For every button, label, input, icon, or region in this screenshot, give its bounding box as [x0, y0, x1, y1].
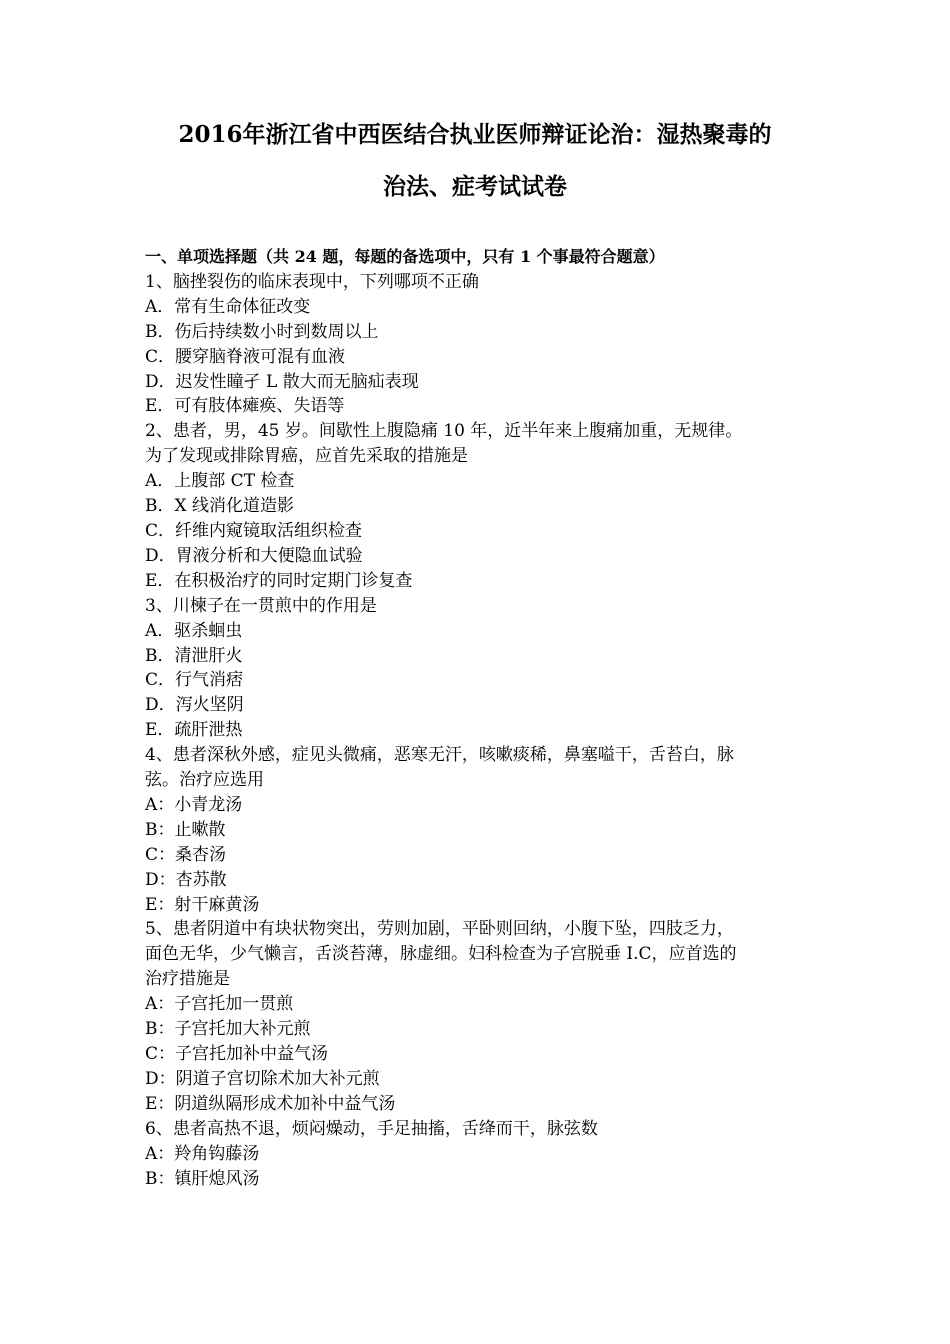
question-4-option-d: D：杏苏散: [145, 869, 227, 890]
question-1-option-e: E．可有肢体瘫痪、失语等: [145, 396, 345, 417]
question-2-continued: 为了发现或排除胃癌，应首先采取的措施是: [145, 446, 468, 467]
question-6: 6、患者高热不退，烦闷燥动，手足抽搐，舌绛而干，脉弦数: [145, 1118, 598, 1139]
question-2-option-c: C．纤维内窥镜取活组织检查: [145, 520, 363, 541]
question-5-continued-2: 治疗措施是: [145, 969, 230, 990]
question-3-option-c: C．行气消痞: [145, 670, 244, 691]
question-4-option-c: C：桑杏汤: [145, 844, 227, 865]
question-4: 4、患者深秋外感，症见头微痛，恶寒无汗，咳嗽痰稀，鼻塞嗌干，舌苔白，脉: [145, 745, 734, 766]
question-1-option-c: C．腰穿脑脊液可混有血液: [145, 346, 346, 367]
question-2-option-e: E．在积极治疗的同时定期门诊复查: [145, 570, 413, 591]
question-1-option-d: D．迟发性瞳孑 L 散大而无脑疝表现: [145, 371, 419, 392]
question-3-option-a: A．驱杀蛔虫: [145, 620, 243, 641]
question-6-option-b: B：镇肝熄风汤: [145, 1168, 260, 1189]
document-title-line-1: 2016年浙江省中西医结合执业医师辩证论治：湿热聚毒的: [178, 121, 772, 148]
question-4-option-e: E：射干麻黄汤: [145, 894, 260, 915]
question-2-option-a: A．上腹部 CT 检查: [145, 471, 295, 492]
question-4-option-a: A：小青龙汤: [145, 794, 243, 815]
question-6-option-a: A：羚角钩藤汤: [145, 1143, 260, 1164]
question-3-option-b: B．清泄肝火: [145, 645, 243, 666]
question-5: 5、患者阴道中有块状物突出，劳则加剧，平卧则回纳，小腹下坠，四肢乏力，: [145, 919, 734, 940]
question-2: 2、患者，男，45 岁。间歇性上腹隐痛 10 年，近半年来上腹痛加重，无规律。: [145, 421, 743, 442]
question-5-continued-1: 面色无华，少气懒言，舌淡苔薄，脉虚细。妇科检查为子宫脱垂 I.C，应首选的: [145, 944, 737, 965]
question-1-option-a: A．常有生命体征改变: [145, 296, 311, 317]
question-1: 1、脑挫裂伤的临床表现中，下列哪项不正确: [145, 271, 479, 292]
section-heading: 一、单项选择题（共 24 题，每题的备选项中，只有 1 个事最符合题意）: [145, 247, 665, 266]
question-4-option-b: B：止嗽散: [145, 819, 226, 840]
document-title-line-2: 治法、症考试试卷: [383, 173, 567, 200]
question-4-continued: 弦。治疗应选用: [145, 770, 264, 791]
question-5-option-c: C：子宫托加补中益气汤: [145, 1044, 329, 1064]
question-5-option-d: D：阴道子宫切除术加大补元煎: [145, 1068, 380, 1089]
question-3: 3、川楝子在一贯煎中的作用是: [145, 595, 377, 616]
question-2-option-d: D．胃液分析和大便隐血试验: [145, 545, 363, 566]
question-1-option-b: B．伤后持续数小时到数周以上: [145, 321, 379, 342]
question-2-option-b: B．X 线消化道造影: [145, 496, 294, 517]
document-body: [145, 245, 810, 1191]
question-5-option-a: A：子宫托加一贯煎: [145, 994, 294, 1015]
question-3-option-d: D．泻火坚阴: [145, 695, 244, 716]
question-3-option-e: E．疏肝泄热: [145, 720, 243, 741]
question-5-option-b: B：子宫托加大补元煎: [145, 1019, 311, 1040]
question-5-option-e: E：阴道纵隔形成术加补中益气汤: [145, 1093, 396, 1114]
